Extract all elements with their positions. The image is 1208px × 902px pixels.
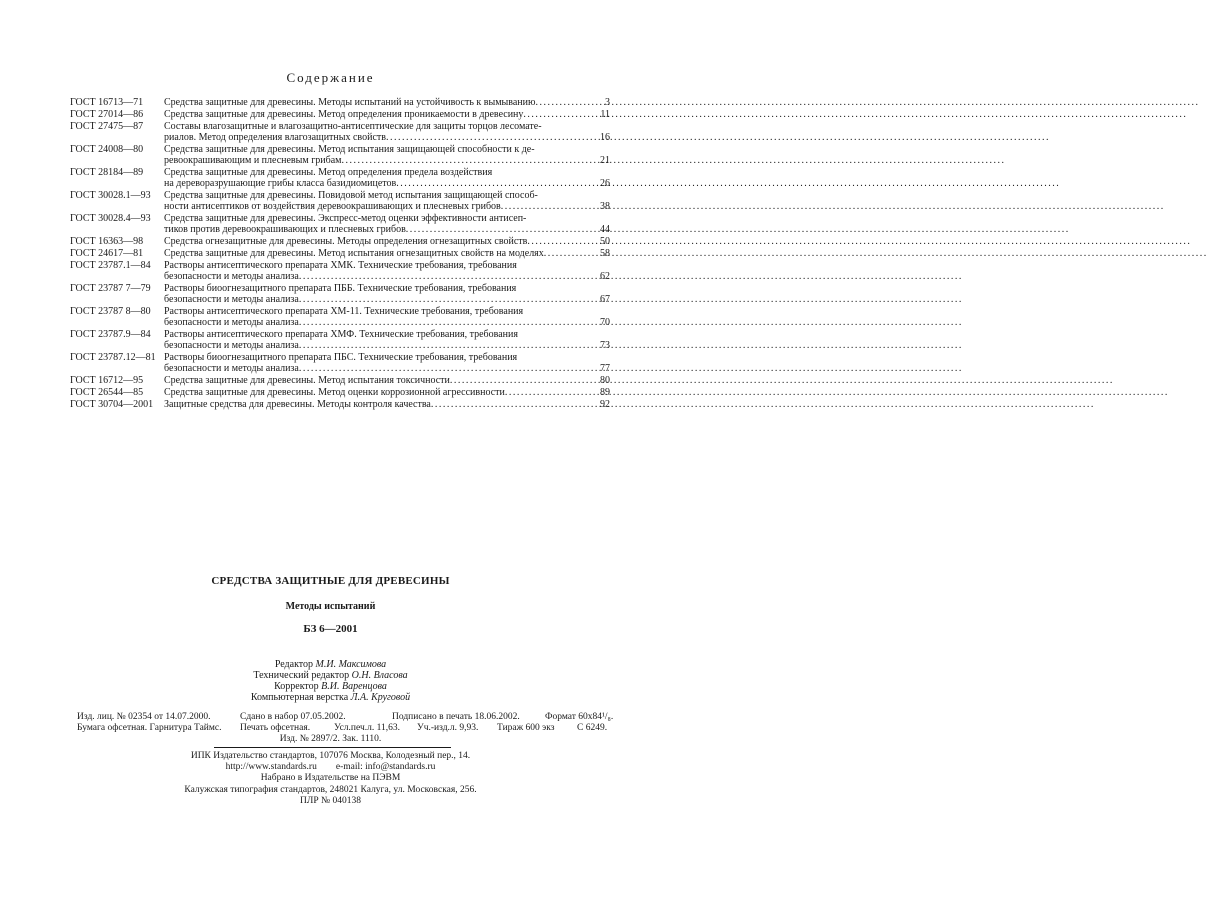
- toc-entry-title: Средства защитные для древесины. Повидовой метод испытания защищающей способ-: [164, 189, 538, 201]
- toc-entry-title: Составы влагозащитные и влагозащитно-антисептические для защиты торцов лесомате-: [164, 120, 542, 132]
- toc-entry-title: безопасности и методы анализа: [164, 340, 299, 352]
- toc-leader-dots: [396, 178, 598, 189]
- toc-leader-dots: [299, 271, 598, 282]
- layout-role: Компьютерная верстка: [250, 692, 349, 703]
- toc-entry-title: Средства защитные для древесины. Метод испытания огнезащитных свойств на моделях: [164, 247, 544, 259]
- publication-line-3: Изд. № 2897/2. Зак. 1110.: [279, 734, 382, 744]
- print-date: Подписано в печать 18.06.2002.: [392, 712, 520, 722]
- toc-entry-row: [164, 248, 610, 259]
- toc-entry: [70, 213, 610, 236]
- editor-name: М.И. Максимова: [315, 659, 387, 670]
- toc-entry-code: ГОСТ 23787 7—79: [70, 282, 151, 294]
- toc-entry-row: [164, 132, 610, 143]
- toc-entry-row: [164, 178, 610, 189]
- toc-entry: [70, 399, 610, 410]
- toc-entry-title: безопасности и методы анализа: [164, 363, 299, 375]
- toc-entry-title: безопасности и методы анализа: [164, 317, 299, 329]
- toc-entry-row: [164, 340, 610, 351]
- order-code: С 6249.: [577, 723, 608, 733]
- toc-leader-dots: [431, 399, 598, 410]
- toc-entry: [70, 121, 610, 144]
- toc-leader-dots: [299, 363, 598, 374]
- publisher-contacts: [0, 762, 661, 773]
- toc-entry-page: 16: [600, 131, 610, 143]
- toc-entry-row: [164, 236, 610, 247]
- toc-entry-code: ГОСТ 16712—95: [70, 375, 144, 387]
- toc-entry-page: 62: [600, 270, 610, 282]
- toc-leader-dots: [342, 155, 598, 166]
- toc-entry-code: ГОСТ 24008—80: [70, 143, 144, 155]
- toc-entry: [70, 352, 610, 375]
- toc-entry-row: [164, 387, 610, 398]
- print-sheets: Усл.печ.л. 11,63.: [334, 723, 401, 733]
- imprint-subtitle: Методы испытаний: [285, 601, 376, 612]
- toc-entry: [70, 260, 610, 283]
- corrector-role: Корректор: [274, 681, 319, 692]
- typeset-date: Сдано в набор 07.05.2002.: [240, 712, 346, 722]
- toc-entry-page: 67: [600, 294, 610, 306]
- toc-entry-row: [164, 317, 610, 328]
- toc-entry-row: [164, 399, 610, 410]
- toc-entry-row: [164, 97, 610, 108]
- toc-entry-title: ности антисептиков от воздействия деревоокрашивающих и плесневых грибов: [164, 201, 501, 213]
- toc-entry-row: [164, 201, 610, 212]
- tech-editor-role: Технический редактор: [253, 670, 350, 681]
- toc-entry-page: 44: [600, 224, 610, 236]
- toc-entry-title: Средства защитные для древесины. Метод определения проникаемости в древесину: [164, 108, 524, 120]
- toc-entry-title: безопасности и методы анализа: [164, 294, 299, 306]
- toc-entry-title: Средства защитные для древесины. Методы испытаний на устойчивость к вымыванию: [164, 97, 536, 108]
- toc-entry: [70, 283, 610, 306]
- toc-leader-dots: [527, 236, 598, 247]
- toc-entry-title: Растворы биоогнезащитного препарата ПБС. Технические требования, требования: [164, 352, 518, 364]
- toc-entry-page: 92: [600, 398, 610, 410]
- publisher-website: http://www.standards.ru: [225, 762, 317, 773]
- toc-entry-row: [164, 363, 610, 374]
- toc-entry-code: ГОСТ 16363—98: [70, 236, 144, 248]
- toc-entry: [70, 109, 610, 120]
- printing-house: Калужская типография стандартов, 248021 Калуга, ул. Московская, 256.: [184, 784, 477, 795]
- separator-rule: [214, 747, 451, 748]
- toc-entry-title: Средства огнезащитные для древесины. Методы определения огнезащитных свойств: [164, 236, 528, 248]
- typeset-note: Набрано в Издательстве на ПЭВМ: [260, 773, 401, 784]
- toc-entry-page: 11: [600, 108, 610, 120]
- toc-entry: [70, 190, 610, 213]
- toc-entry: [70, 167, 610, 190]
- layout-line: [0, 692, 661, 703]
- plr-number: ПЛР № 040138: [300, 795, 361, 806]
- toc-entry-title: Средства защитные для древесины. Экспресс-метод оценки эффективности антисеп-: [164, 212, 527, 224]
- toc-entry-row: [164, 271, 610, 282]
- paper-info: Бумага офсетная. Гарнитура Таймс.: [77, 723, 222, 733]
- toc-leader-dots: [299, 317, 598, 328]
- toc-entry-code: ГОСТ 23787 8—80: [70, 305, 151, 317]
- toc-entry: [70, 387, 610, 398]
- toc-entry-code: ГОСТ 30704—2001: [70, 398, 154, 410]
- imprint-title: СРЕДСТВА ЗАЩИТНЫЕ ДЛЯ ДРЕВЕСИНЫ: [211, 575, 450, 587]
- toc-entry-title: риалов. Метод определения влагозащитных свойств: [164, 131, 386, 143]
- toc-entry-page: 3: [605, 97, 610, 108]
- toc-entry-title: Растворы антисептического препарата ХМ-11. Технические требования, требования: [164, 305, 524, 317]
- toc-leader-dots: [544, 248, 598, 259]
- layout-name: Л.А. Круговой: [350, 692, 411, 703]
- toc-entry-title: Средства защитные для древесины. Метод определения предела воздействия: [164, 166, 493, 178]
- toc-entry-code: ГОСТ 24617—81: [70, 247, 144, 259]
- toc-entry-code: ГОСТ 28184—89: [70, 166, 144, 178]
- toc-entry-title: Средства защитные для древесины. Метод оценки коррозионной агрессивности: [164, 386, 505, 398]
- toc-leader-dots: [299, 340, 598, 351]
- toc-entry-row: [164, 224, 610, 235]
- toc-entry-page: 77: [600, 363, 610, 375]
- toc-entry-code: ГОСТ 23787.12—81: [70, 352, 156, 364]
- tech-editor-line: [0, 670, 661, 681]
- toc-entry-title: тиков против деревоокрашивающих и плесневых грибов: [164, 224, 406, 236]
- toc-entry-code: ГОСТ 26544—85: [70, 386, 144, 398]
- toc-entry: [70, 97, 610, 108]
- publisher-block: [0, 751, 661, 807]
- editors-block: [0, 659, 661, 703]
- toc-entry-page: 80: [600, 375, 610, 387]
- toc-entry-page: 26: [600, 178, 610, 190]
- toc-leader-dots: [406, 224, 598, 235]
- toc-entry-code: ГОСТ 23787.9—84: [70, 328, 151, 340]
- toc-entry-title: Средства защитные для древесины. Метод испытания токсичности: [164, 375, 450, 387]
- publisher-address: ИПК Издательство стандартов, 107076 Москва, Колодезный пер., 14.: [190, 751, 471, 761]
- editor-line: [0, 659, 661, 670]
- toc-entry-code: ГОСТ 30028.4—93: [70, 212, 151, 224]
- toc-entry: [70, 329, 610, 352]
- toc-entry-row: [164, 155, 610, 166]
- toc-entry: [70, 375, 610, 386]
- toc-entry: [70, 248, 610, 259]
- toc-entry-title: Растворы антисептического препарата ХМФ. Технические требования, требования: [164, 328, 518, 340]
- imprint-code: БЗ 6—2001: [303, 623, 358, 635]
- toc-entry-page: 58: [600, 247, 610, 259]
- tech-editor-name: О.Н. Власова: [351, 670, 408, 681]
- toc-entry-page: 89: [600, 386, 610, 398]
- toc-title: Содержание: [286, 70, 375, 85]
- toc-leader-dots: [535, 97, 603, 108]
- license-info: Изд. лиц. № 02354 от 14.07.2000.: [77, 712, 211, 722]
- toc-entry-page: 21: [600, 154, 610, 166]
- toc-entry-page: 70: [600, 317, 610, 329]
- toc-leader-dots: [386, 132, 598, 143]
- toc-entry-row: [164, 294, 610, 305]
- toc-entry-code: ГОСТ 30028.1—93: [70, 189, 151, 201]
- toc-leader-dots: [505, 387, 598, 398]
- toc-entry-title: Растворы антисептического препарата ХМК. Технические требования, требования: [164, 259, 517, 271]
- publisher-email: e-mail: info@standards.ru: [335, 762, 436, 773]
- toc-leader-dots: [501, 201, 598, 212]
- toc-leader-dots: [299, 294, 598, 305]
- toc-entry-page: 73: [600, 340, 610, 352]
- pub-sheets: Уч.-изд.л. 9,93.: [417, 723, 479, 733]
- toc-entry-page: 50: [600, 236, 610, 248]
- toc-entry: [70, 306, 610, 329]
- toc-entry-page: 38: [600, 201, 610, 213]
- toc-entry: [70, 144, 610, 167]
- toc-entry-title: Защитные средства для древесины. Методы контроля качества: [164, 398, 431, 410]
- toc-entry-code: ГОСТ 27475—87: [70, 120, 144, 132]
- format-info: Формат 60х84¹/₈.: [545, 712, 614, 722]
- table-of-contents: [70, 97, 610, 411]
- circulation: Тираж 600 экз: [497, 723, 555, 733]
- toc-entry-title: Средства защитные для древесины. Метод испытания защищающей способности к де-: [164, 143, 535, 155]
- toc-entry-code: ГОСТ 16713—71: [70, 97, 144, 108]
- toc-entry-row: [164, 375, 610, 386]
- corrector-line: [0, 681, 661, 692]
- corrector-name: В.И. Варенцова: [321, 681, 387, 692]
- toc-entry-code: ГОСТ 23787.1—84: [70, 259, 151, 271]
- toc-entry-title: безопасности и методы анализа: [164, 270, 299, 282]
- toc-entry-title: ревоокрашивающим и плесневым грибам: [164, 154, 342, 166]
- print-type: Печать офсетная.: [240, 723, 311, 733]
- toc-entry-code: ГОСТ 27014—86: [70, 108, 144, 120]
- toc-entry-row: [164, 109, 610, 120]
- toc-entry: [70, 236, 610, 247]
- toc-entry-title: Растворы биоогнезащитного препарата ПББ. Технические требования, требования: [164, 282, 517, 294]
- editor-role: Редактор: [274, 659, 314, 670]
- toc-leader-dots: [450, 375, 598, 386]
- toc-entry-title: на дереворазрушающие грибы класса базидиомицетов: [164, 178, 397, 190]
- toc-leader-dots: [523, 109, 598, 120]
